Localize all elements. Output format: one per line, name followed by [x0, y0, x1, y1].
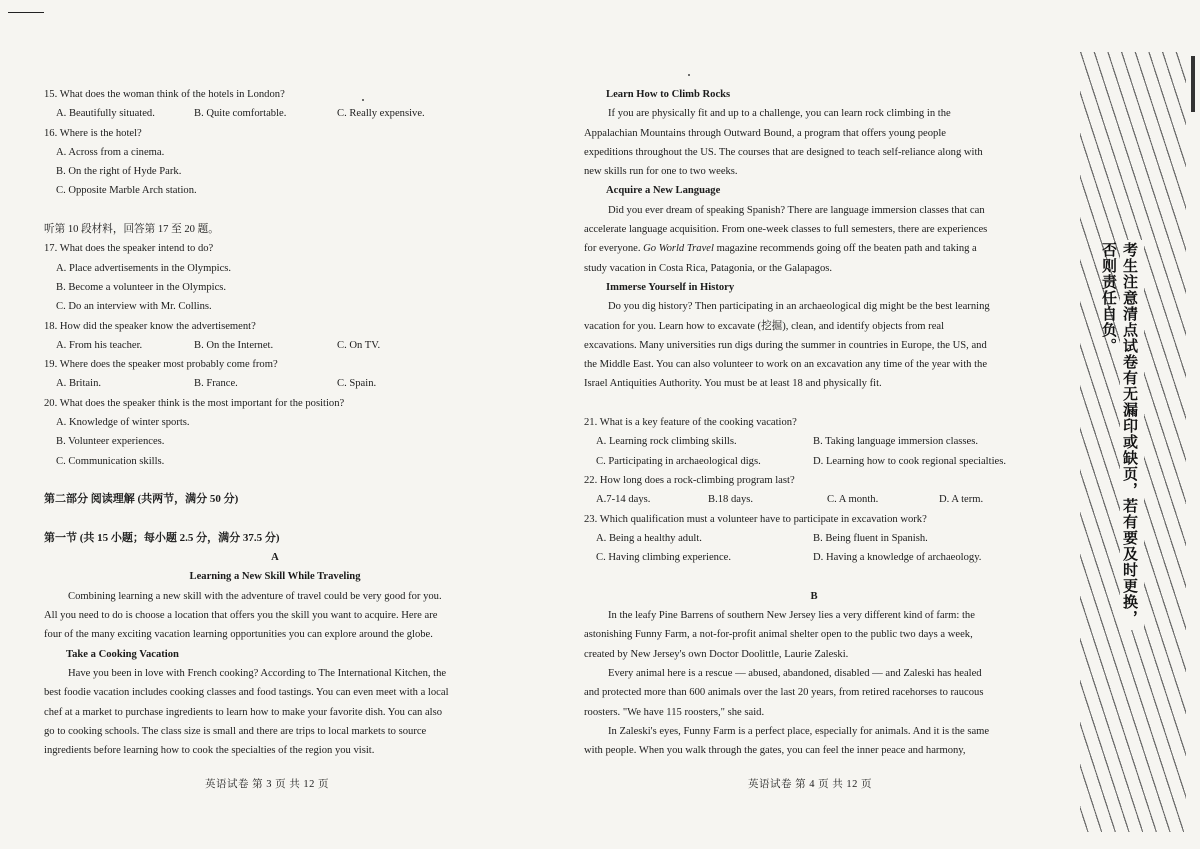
rock-climbing-heading: Learn How to Climb Rocks — [606, 89, 731, 100]
passage-a-title: Learning a New Skill While Traveling — [189, 571, 361, 583]
text-fragment: for everyone. — [584, 243, 644, 255]
text-line: with people. When you walk through the gates, you can feel the inner peace and harmony, — [584, 745, 966, 757]
text-line: Appalachian Mountains through Outward Bound, a program that offers young people — [584, 127, 946, 139]
question-18 — [44, 317, 506, 356]
option-a: A. Britain. — [56, 378, 102, 390]
text-line: Do you dig history? Then participating in an archaeological dig might be the best learning — [608, 301, 990, 313]
question-16 — [44, 124, 506, 201]
question-22 — [584, 471, 1044, 510]
cooking-heading: Take a Cooking Vacation — [66, 648, 179, 660]
option-a: A. From his teacher. — [56, 339, 143, 351]
option-b: B. Become a volunteer in the Olympics. — [56, 281, 227, 293]
option-d: D. Learning how to cook regional specialties. — [813, 455, 1006, 467]
text-line: Did you ever dream of speaking Spanish? There are language immersion classes that can — [608, 204, 985, 216]
text-line: accelerate language acquisition. From one-week classes to full semesters, there are experiences — [584, 224, 988, 236]
option-a: A. Across from a cinema. — [56, 146, 165, 158]
page-footer-right: 英语试卷 第 4 页 共 12 页 — [748, 779, 872, 790]
text-line: All you need to do is choose a location that offers you the skill you want to acquire. Here are — [44, 610, 438, 622]
option-b: B.18 days. — [708, 494, 754, 506]
question-20 — [44, 394, 506, 471]
option-d: D. A term. — [939, 494, 984, 506]
options-row — [584, 548, 1044, 567]
question-stem: 21. What is a key feature of the cooking vacation? — [584, 417, 797, 429]
question-15 — [44, 85, 506, 124]
option-b: B. Being fluent in Spanish. — [813, 532, 928, 544]
options-row — [44, 336, 506, 355]
option-c: C. Do an interview with Mr. Collins. — [56, 301, 212, 313]
option-a: A. Beautifully situated. — [56, 108, 155, 120]
right-page — [584, 85, 1044, 760]
scan-speck — [688, 74, 690, 76]
option-b: B. Taking language immersion classes. — [813, 436, 978, 448]
option-a: A. Being a healthy adult. — [596, 532, 702, 544]
text-line: excavations. Many universities run digs during the summer in countries in Europe, the US, and — [584, 339, 987, 351]
option-b: B. On the Internet. — [194, 339, 274, 351]
question-19 — [44, 355, 506, 394]
text-line — [584, 239, 1044, 258]
option-b: B. Volunteer experiences. — [56, 436, 165, 448]
text-line: In the leafy Pine Barrens of southern New Jersey lies a very different kind of farm: the — [608, 610, 975, 622]
left-page — [44, 85, 506, 760]
option-c: C. Having climbing experience. — [596, 552, 732, 564]
question-stem: 16. Where is the hotel? — [44, 127, 142, 139]
question-stem: 20. What does the speaker think is the most important for the position? — [44, 397, 345, 409]
listening-instruction: 听第 10 段材料，回答第 17 至 20 题。 — [44, 224, 219, 236]
text-line: Every animal here is a rescue — abused, abandoned, disabled — and Zaleski has healed — [608, 667, 982, 679]
option-c: C. A month. — [827, 494, 879, 506]
option-b: B. Quite comfortable. — [194, 108, 287, 120]
options-row — [584, 490, 1044, 509]
passage-b-text — [584, 606, 1044, 760]
question-stem: 23. Which qualification must a volunteer have to participate in excavation work? — [584, 513, 927, 525]
option-c: C. Participating in archaeological digs. — [596, 455, 761, 467]
question-stem: 18. How did the speaker know the advertisement? — [44, 320, 256, 332]
text-line: Combining learning a new skill with the adventure of travel could be very good for you. — [68, 590, 442, 602]
text-line: If you are physically fit and up to a challenge, you can learn rock climbing in the — [608, 108, 951, 120]
text-line: Israel Antiquities Authority. You must be at least 18 and physically fit. — [584, 378, 882, 390]
question-stem: 22. How long does a rock-climbing program last? — [584, 474, 795, 486]
text-fragment: magazine recommends going off the beaten path and taking a — [713, 243, 977, 255]
option-a: A. Learning rock climbing skills. — [596, 436, 737, 448]
text-line: vacation for you. Learn how to excavate (挖掘), clean, and identify objects from real — [584, 320, 945, 332]
question-23 — [584, 510, 1044, 568]
question-stem: 15. What does the woman think of the hotels in London? — [44, 89, 285, 100]
text-line: expeditions throughout the US. The courses that are designed to teach self-reliance along with — [584, 146, 983, 158]
text-line: chef at a market to purchase ingredients to learn how to make your favorite dish. You can also — [44, 706, 443, 718]
language-heading: Acquire a New Language — [606, 185, 721, 197]
text-line: the Middle East. You can also volunteer to work on an excavation any time of the year with the — [584, 359, 988, 371]
text-line: new skills run for one to two weeks. — [584, 166, 738, 178]
option-b: B. On the right of Hyde Park. — [56, 166, 182, 178]
option-c: C. On TV. — [337, 339, 381, 351]
edge-bar — [1191, 56, 1195, 112]
text-line: go to cooking schools. The class size is small and there are trips to local markets to source — [44, 725, 427, 737]
section-one-title: 第一节 (共 15 小题；每小题 2.5 分，满分 37.5 分) — [44, 531, 280, 544]
text-line: and protected more than 600 animals over the last 20 years, from retired racehorses to raucous — [584, 687, 984, 699]
page-footer-left: 英语试卷 第 3 页 共 12 页 — [205, 779, 329, 790]
option-c: C. Spain. — [337, 378, 377, 390]
passage-b-letter: B — [810, 590, 818, 602]
top-rule — [8, 12, 44, 13]
text-line: four of the many exciting vacation learning opportunities you can explore around the globe. — [44, 629, 433, 641]
text-line: best foodie vacation includes cooking classes and food tastings. You can even meet with a local — [44, 687, 449, 699]
text-line: In Zaleski's eyes, Funny Farm is a perfect place, especially for animals. And it is the same — [608, 725, 990, 737]
question-stem: 17. What does the speaker intend to do? — [44, 243, 214, 255]
passage-a-intro — [44, 587, 506, 645]
text-line: created by New Jersey's own Doctor Doolittle, Laurie Zaleski. — [584, 648, 849, 660]
history-heading: Immerse Yourself in History — [606, 281, 735, 293]
text-line: ingredients before learning how to cook the specialties of the region you visit. — [44, 745, 375, 757]
options-row — [584, 529, 1044, 548]
language-paragraph — [584, 201, 1044, 278]
option-a: A. Place advertisements in the Olympics. — [56, 262, 232, 274]
option-a: A.7-14 days. — [596, 494, 651, 506]
option-c: C. Communication skills. — [56, 455, 165, 467]
option-c: C. Really expensive. — [337, 108, 425, 120]
question-stem: 19. Where does the speaker most probably come from? — [44, 359, 278, 371]
options-row — [44, 374, 506, 393]
options-row — [584, 452, 1044, 471]
text-line: roosters. "We have 115 roosters," she said. — [584, 706, 765, 718]
cooking-paragraph — [44, 664, 506, 760]
option-c: C. Opposite Marble Arch station. — [56, 185, 197, 197]
side-notice: 考生注意清点试卷有无漏印或缺页，若有要及时更换，否则责任自负。 — [1120, 240, 1144, 630]
text-line: study vacation in Costa Rica, Patagonia, or the Galapagos. — [584, 262, 833, 274]
text-line: astonishing Funny Farm, a not-for-profit animal shelter open to the public two days a week, — [584, 629, 973, 641]
passage-a-letter: A — [271, 552, 279, 564]
options-row — [44, 104, 506, 123]
option-b: B. France. — [194, 378, 238, 390]
part-two-title: 第二部分 阅读理解 (共两节，满分 50 分) — [44, 493, 239, 506]
magazine-title: Go World Travel — [643, 243, 714, 255]
option-d: D. Having a knowledge of archaeology. — [813, 552, 982, 564]
text-line: Have you been in love with French cooking? According to The International Kitchen, the — [68, 667, 447, 679]
options-row — [584, 432, 1044, 451]
question-21 — [584, 413, 1044, 471]
option-a: A. Knowledge of winter sports. — [56, 417, 190, 429]
rock-climbing-paragraph — [584, 104, 1044, 181]
history-paragraph — [584, 297, 1044, 393]
question-17 — [44, 239, 506, 316]
